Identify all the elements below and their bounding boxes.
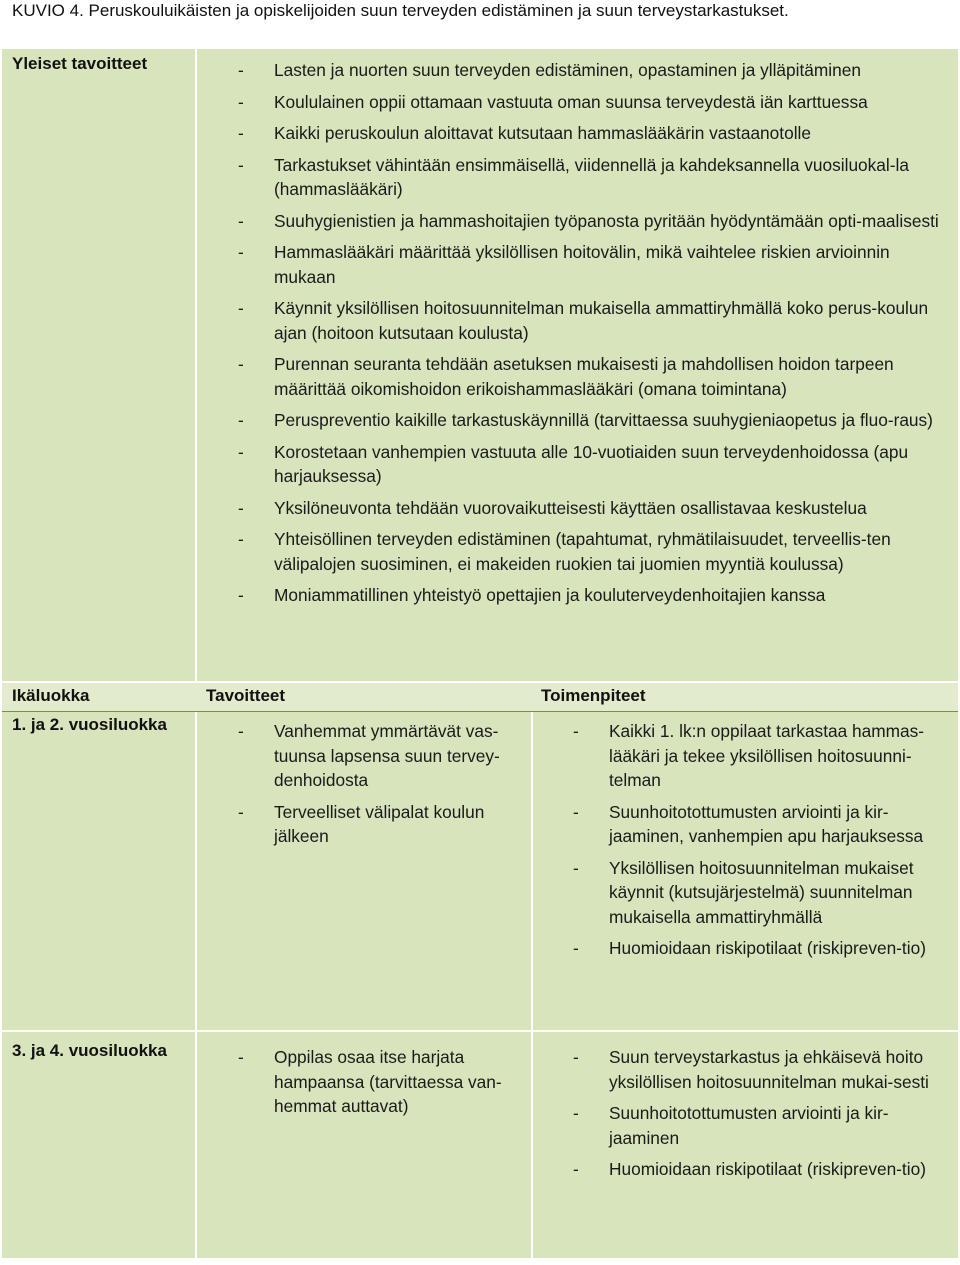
- list-item: - Lasten ja nuorten suun terveyden edistäminen, opastaminen ja ylläpitäminen: [238, 58, 950, 83]
- list-item: - Tarkastukset vähintään ensimmäisellä, viidennellä ja kahdeksannella vuosiluokal-la (hammaslääkäri): [238, 153, 950, 202]
- row-goals-list: [238, 719, 523, 849]
- list-item: - Hammaslääkäri määrittää yksilöllisen hoitovälin, mikä vaihtelee riskien arvioinnin mukaan: [238, 240, 950, 289]
- header-actions: Toimenpiteet: [541, 686, 646, 705]
- list-item: - Peruspreventio kaikille tarkastuskäynnillä (tarvittaessa suuhygieniaopetus ja fluo-raus): [238, 408, 950, 433]
- row-grade-label: 3. ja 4. vuosiluokka: [12, 1041, 167, 1060]
- list-item: - Vanhemmat ymmärtävät vas-tuunsa lapsensa suun tervey-denhoidosta: [238, 719, 523, 793]
- list-item: - Purennan seuranta tehdään asetuksen mukaisesti ja mahdollisen hoidon tarpeen määrittää oikomishoidon erikoishammaslääkäri (omana toimintana): [238, 352, 950, 401]
- figure-caption: KUVIO 4. Peruskouluikäisten ja opiskelijoiden suun terveyden edistäminen ja suun terveystarkastukset.: [12, 1, 789, 20]
- list-item: - Suunhoitotottumusten arviointi ja kir-jaaminen, vanhempien apu harjauksessa: [573, 800, 953, 849]
- header-goals: Tavoitteet: [206, 686, 286, 705]
- table-header-row: [2, 683, 958, 711]
- list-item: - Korostetaan vanhempien vastuuta alle 10-vuotiaiden suun terveydenhoidossa (apu harjauksessa): [238, 440, 950, 489]
- list-item: - Koululainen oppii ottamaan vastuuta oman suunsa terveydestä iän karttuessa: [238, 90, 950, 115]
- list-item: - Kaikki 1. lk:n oppilaat tarkastaa hammas-lääkäri ja tekee yksilöllisen hoitosuunni-telman: [573, 719, 953, 793]
- row-goals-list: [238, 1045, 523, 1119]
- list-item: - Moniammatillinen yhteistyö opettajien ja kouluterveydenhoitajien kanssa: [238, 583, 950, 608]
- list-item: - Huomioidaan riskipotilaat (riskipreven-tio): [573, 1157, 953, 1182]
- list-item: - Suun terveystarkastus ja ehkäisevä hoito yksilöllisen hoitosuunnitelman mukai-sesti: [573, 1045, 953, 1094]
- column-divider: [195, 49, 197, 681]
- list-item: - Suunhoitotottumusten arviointi ja kir-jaaminen: [573, 1101, 953, 1150]
- list-item: - Kaikki peruskoulun aloittavat kutsutaan hammaslääkärin vastaanotolle: [238, 121, 950, 146]
- grade-cell: [2, 1032, 195, 1258]
- row-grade-label: 1. ja 2. vuosiluokka: [12, 715, 167, 734]
- row-actions-list: [573, 719, 953, 961]
- header-grade: Ikäluokka: [12, 686, 90, 705]
- general-goals-list: [238, 58, 950, 608]
- list-item: - Yhteisöllinen terveyden edistäminen (tapahtumat, ryhmätilaisuudet, terveellis-ten välipalojen suosiminen, ei makeiden ruokien tai juomien myyntiä koulussa): [238, 527, 950, 576]
- list-item: - Oppilas osaa itse harjata hampaansa (tarvittaessa van-hemmat auttavat): [238, 1045, 523, 1119]
- list-item: - Suuhygienistien ja hammashoitajien työpanosta pyritään hyödyntämään opti-maalisesti: [238, 209, 950, 234]
- row-actions-list: [573, 1045, 953, 1182]
- grade-cell: [2, 712, 195, 1030]
- list-item: - Yksilöneuvonta tehdään vuorovaikutteisesti käyttäen osallistavaa keskustelua: [238, 496, 950, 521]
- list-item: - Käynnit yksilöllisen hoitosuunnitelman mukaisella ammattiryhmällä koko perus-koulun ajan (hoitoon kutsutaan koulusta): [238, 296, 950, 345]
- list-item: - Huomioidaan riskipotilaat (riskipreven-tio): [573, 936, 953, 961]
- general-goals-heading: Yleiset tavoitteet: [12, 54, 148, 73]
- list-item: - Yksilöllisen hoitosuunnitelman mukaiset käynnit (kutsujärjestelmä) suunnitelman mukaisella ammattiryhmällä: [573, 856, 953, 930]
- list-item: - Terveelliset välipalat koulun jälkeen: [238, 800, 523, 849]
